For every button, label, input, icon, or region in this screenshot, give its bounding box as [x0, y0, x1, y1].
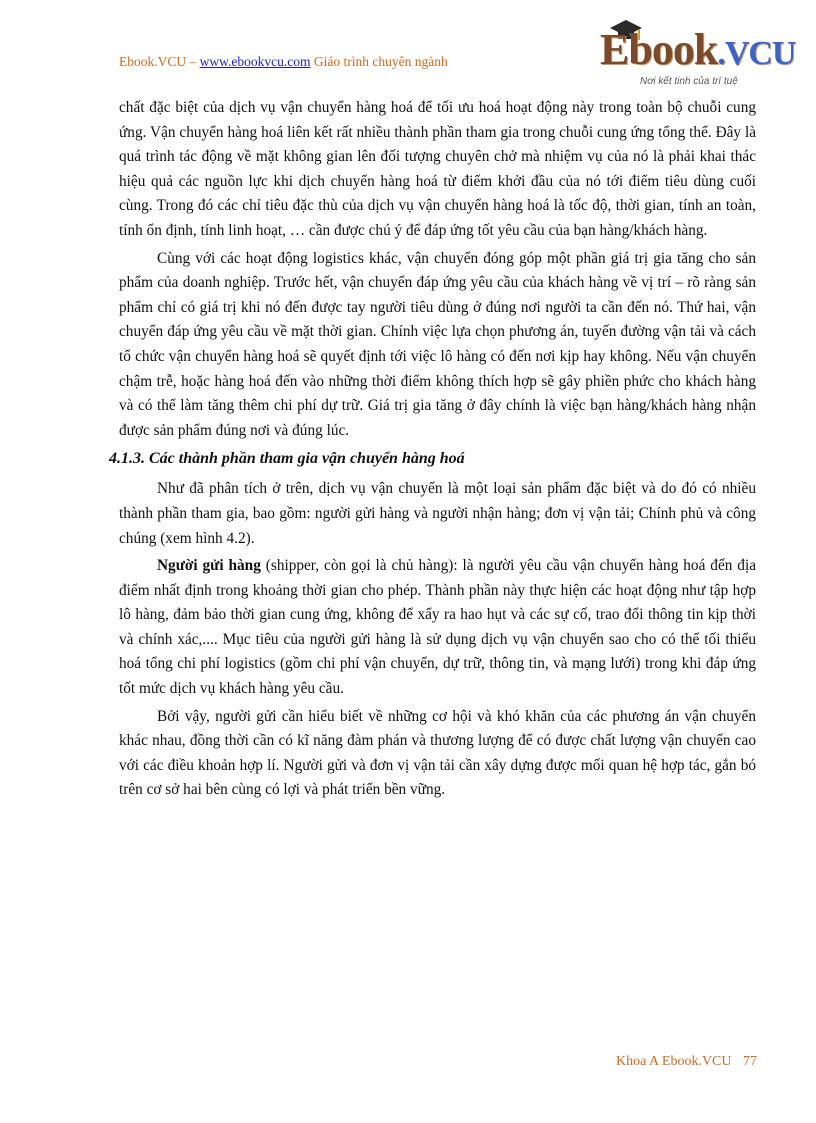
paragraph-3: Như đã phân tích ở trên, dịch vụ vận chuyển là một loại sản phẩm đặc biệt và do đó có nhiều thành phần tham gia, bao gồm: người gửi hàng và người nhận hàng; đơn vị vận tải; Chính phủ và công chúng (xem hình 4.2). [119, 480, 756, 547]
paragraph-4 [119, 554, 756, 702]
logo-tagline: Nơi kết tinh của trí tuệ [640, 76, 738, 87]
page-footer [616, 1054, 757, 1070]
paragraph-5: Bởi vậy, người gửi cần hiểu biết về những cơ hội và khó khăn của các phương án vận chuyển khác nhau, đồng thời cần có kĩ năng đàm phán và thương lượng để có được chất lượng vận chuyển cao với các điều khoản hợp lí. Người gửi và đơn vị vận tải cần xây dựng được mối quan hệ hợp tác, gắn bó trên cơ sở hai bên cùng có lợi và phát triển bền vững. [119, 707, 756, 799]
logo-brand: Ebook.VCU [600, 25, 796, 74]
header-section: Giáo trình chuyên ngành [313, 54, 448, 69]
section-heading: 4.1.3. Các thành phần tham gia vận chuyển hàng hoá [109, 450, 465, 468]
paragraph-4-text: (shipper, còn gọi là chủ hàng): là người yêu cầu vận chuyển hàng hoá đến địa điểm nhất định trong khoảng thời gian cho phép. Thành phần này thực hiện các hoạt động như tập hợp lô hàng, đảm bảo thời gian cung ứng, không để xẩy ra hao hụt và các sự cố, trao đổi thông tin kịp thời và chính xác,.... Mục tiêu của người gửi hàng là sử dụng dịch vụ vận chuyển sao cho có thể tối thiểu hoá tổng chi phí logistics (gồm chi phí vận chuyển, dự trữ, thông tin, và mạng lưới) trong khi đáp ứng tốt mức dịch vụ khách hàng yêu cầu. [119, 557, 756, 698]
header-site-name: Ebook.VCU – [119, 54, 197, 69]
footer-label: Khoa A Ebook.VCU [616, 1054, 732, 1069]
page-header [119, 54, 448, 70]
paragraph-2: Cùng với các hoạt động logistics khác, vận chuyển đóng góp một phần giá trị gia tăng cho sản phẩm của doanh nghiệp. Trước hết, vận chuyển đáp ứng yêu cầu của khách hàng về vị trí – rõ ràng sản phẩm chỉ có giá trị khi nó đến được tay người tiêu dùng ở đúng nơi người ta cần đến nó. Thứ hai, vận chuyển đáp ứng yêu cầu về mặt thời gian. Chính việc lựa chọn phương án, tuyến đường vận tải và cách tổ chức vận chuyển hàng hoá sẽ quyết định tới việc lô hàng có đến nơi kịp hay không. Nếu vận chuyển chậm trễ, hoặc hàng hoá đến vào những thời điểm không thích hợp sẽ gây phiền phức cho khách hàng và có thể làm tăng thêm chi phí dự trữ. Giá trị gia tăng ở đây chính là việc bạn hàng/khách hàng nhận được sản phẩm đúng nơi và đúng lúc. [119, 249, 756, 439]
ebook-vcu-logo [598, 18, 796, 98]
document-body [109, 96, 756, 806]
header-site-link[interactable]: www.ebookvcu.com [199, 54, 311, 69]
paragraph-1: chất đặc biệt của dịch vụ vận chuyển hàng hoá để tối ưu hoá hoạt động này trong toàn bộ chuỗi cung ứng. Vận chuyển hàng hoá liên kết rất nhiều thành phần tham gia trong chuỗi cung ứng tổng thể. Đây là quá trình tác động về mặt không gian lên đối tượng chuyên chở mà nhiệm vụ của nó là phải khai thác hiệu quả các nguồn lực khi dịch chuyển hàng hoá từ điểm khởi đầu của nó tới điểm tiêu dùng cuối cùng. Trong đó các chỉ tiêu đặc thù của dịch vụ vận chuyển hàng hoá là tốc độ, thời gian, tính an toàn, tính ổn định, tính linh hoạt, … cần được chú ý để đáp ứng tốt yêu cầu của bạn hàng/khách hàng. [119, 99, 756, 239]
term-shipper: Người gửi hàng [157, 557, 261, 575]
page-number: 77 [743, 1054, 757, 1069]
